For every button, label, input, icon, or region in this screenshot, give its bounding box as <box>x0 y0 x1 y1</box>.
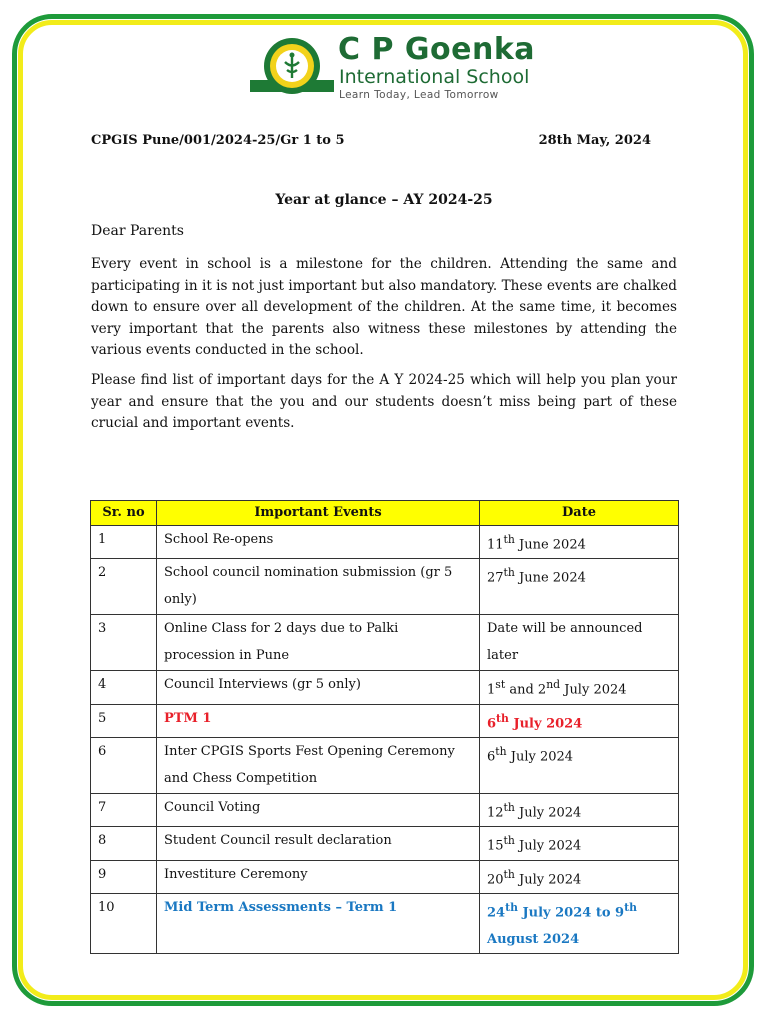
date-part: June 2024 <box>514 537 586 553</box>
school-tagline: Learn Today, Lead Tomorrow <box>339 89 499 101</box>
date-part: July 2024 to 9 <box>517 905 625 921</box>
date-suffix: th <box>503 867 515 881</box>
date-part: 1 <box>487 682 496 698</box>
date-suffix: st <box>495 678 506 692</box>
events-table <box>90 500 679 954</box>
letter-reference: CPGIS Pune/001/2024-25/Gr 1 to 5 <box>91 133 345 148</box>
table-row <box>91 860 679 893</box>
date-part: 6 <box>487 749 496 765</box>
row-sr: 3 <box>91 615 157 671</box>
table-header-row <box>91 501 679 526</box>
date-part: July 2024 <box>514 805 582 821</box>
date-suffix: th <box>495 744 507 758</box>
date-part: 15 <box>487 838 504 854</box>
row-event-highlight: PTM 1 <box>157 704 480 737</box>
table-row <box>91 615 679 671</box>
table-row <box>91 559 679 615</box>
header-sr-no: Sr. no <box>91 501 157 526</box>
date-part: 20 <box>487 871 504 887</box>
table-row <box>91 893 679 953</box>
date-part: Date will be announced later <box>487 621 643 664</box>
date-suffix: th <box>503 566 515 580</box>
date-part: and 2 <box>505 682 547 698</box>
row-date <box>480 526 679 559</box>
row-sr: 8 <box>91 827 157 860</box>
intro-paragraph: Every event in school is a milestone for the children. Attending the same and participating in it is not just important but also mandatory. These events are chalked down to ensure over all development of the children. At the same time, it becomes very important that the parents also witness these milestones by attending the various events conducted in the school. <box>91 256 677 358</box>
row-event: Inter CPGIS Sports Fest Opening Ceremony and Chess Competition <box>157 737 480 793</box>
header-events: Important Events <box>157 501 480 526</box>
table-row <box>91 827 679 860</box>
page-title: Year at glance – AY 2024-25 <box>275 192 493 208</box>
table-row <box>91 737 679 793</box>
row-date-highlight <box>480 893 679 953</box>
row-event: Online Class for 2 days due to Palki procession in Pune <box>157 615 480 671</box>
date-part: 11 <box>487 537 504 553</box>
school-subtitle: International School <box>339 66 530 88</box>
row-event-highlight: Mid Term Assessments – Term 1 <box>157 893 480 953</box>
row-date <box>480 671 679 704</box>
date-suffix: nd <box>546 678 561 692</box>
date-part: 6 <box>487 715 497 731</box>
date-suffix: th <box>496 711 509 725</box>
table-row <box>91 704 679 737</box>
header-date: Date <box>480 501 679 526</box>
school-crest-icon <box>250 36 334 100</box>
date-suffix: th <box>503 800 515 814</box>
row-date <box>480 559 679 615</box>
date-part: July 2024 <box>506 749 574 765</box>
row-date <box>480 827 679 860</box>
row-sr: 10 <box>91 893 157 953</box>
date-part: June 2024 <box>514 570 586 586</box>
date-suffix: th <box>624 900 637 914</box>
date-part: July 2024 <box>560 682 627 698</box>
date-suffix: th <box>505 900 518 914</box>
row-date-highlight <box>480 704 679 737</box>
row-event: School Re-opens <box>157 526 480 559</box>
letter-date: 28th May, 2024 <box>538 133 651 148</box>
salutation: Dear Parents <box>91 223 184 239</box>
date-suffix: th <box>503 533 515 546</box>
row-event: Council Interviews (gr 5 only) <box>157 671 480 704</box>
row-sr: 1 <box>91 526 157 559</box>
row-sr: 9 <box>91 860 157 893</box>
row-sr: 5 <box>91 704 157 737</box>
table-row <box>91 793 679 826</box>
row-event: Council Voting <box>157 793 480 826</box>
date-part: 12 <box>487 805 504 821</box>
date-part: 27 <box>487 570 504 586</box>
date-part: August 2024 <box>487 932 580 948</box>
row-date <box>480 860 679 893</box>
date-part: July 2024 <box>508 715 583 731</box>
row-sr: 7 <box>91 793 157 826</box>
purpose-paragraph: Please find list of important days for the A Y 2024-25 which will help you plan your year and ensure that the you and our students doesn’t miss being part of these crucial and important events. <box>91 372 677 431</box>
table-row <box>91 526 679 559</box>
date-part: July 2024 <box>514 871 582 887</box>
date-suffix: th <box>503 834 515 848</box>
table-row <box>91 671 679 704</box>
row-date <box>480 793 679 826</box>
row-event: Student Council result declaration <box>157 827 480 860</box>
row-event: School council nomination submission (gr 5 only) <box>157 559 480 615</box>
row-sr: 4 <box>91 671 157 704</box>
row-date <box>480 737 679 793</box>
row-sr: 2 <box>91 559 157 615</box>
school-logo <box>250 32 540 102</box>
row-date <box>480 615 679 671</box>
date-part: July 2024 <box>514 838 582 854</box>
row-sr: 6 <box>91 737 157 793</box>
date-part: 24 <box>487 905 506 921</box>
row-event: Investiture Ceremony <box>157 860 480 893</box>
school-name: C P Goenka <box>338 32 536 67</box>
